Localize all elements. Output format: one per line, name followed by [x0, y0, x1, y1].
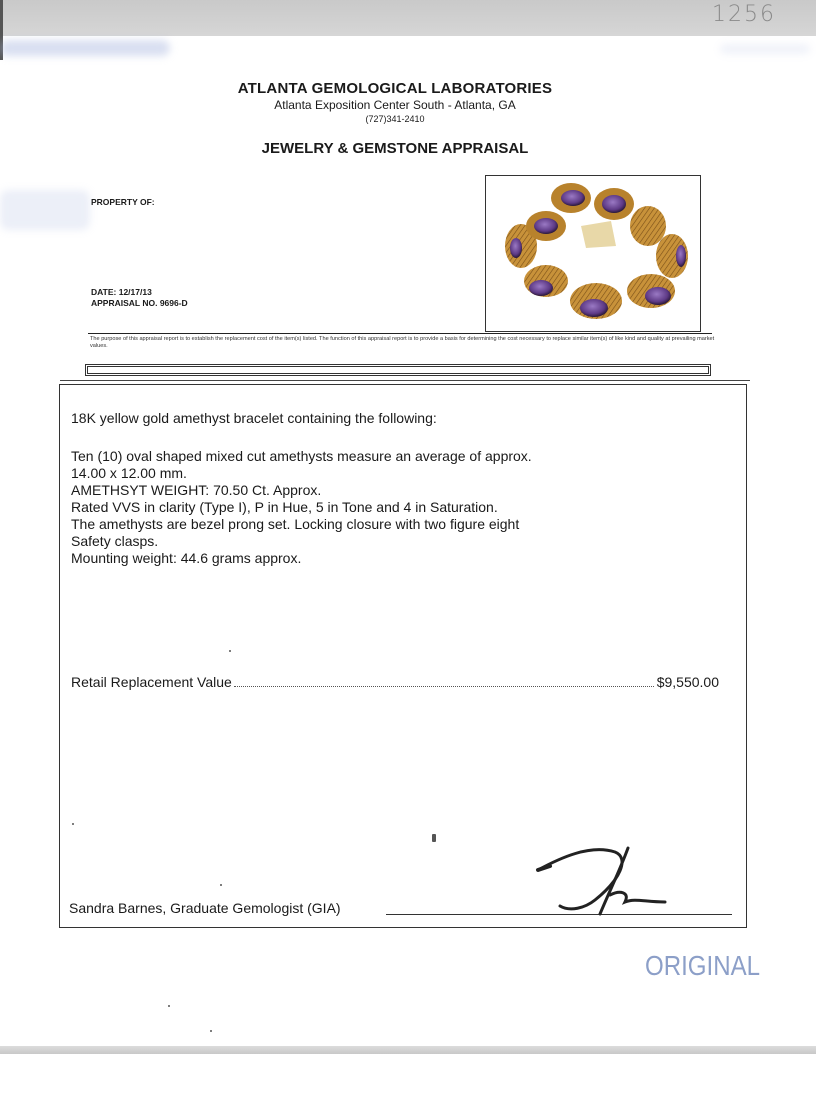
date-value: 12/17/13: [118, 287, 152, 297]
lab-address: Atlanta Exposition Center South - Atlanta, GA: [274, 98, 516, 112]
scan-speck: [229, 650, 231, 652]
scan-smudge: [0, 40, 170, 56]
scan-speck: [72, 823, 74, 825]
detail-line: Mounting weight: 44.6 grams approx.: [71, 550, 302, 566]
lab-name: ATLANTA GEMOLOGICAL LABORATORIES: [237, 80, 553, 97]
original-stamp: ORIGINAL: [645, 950, 761, 981]
appraisal-number-value: 9696-D: [159, 298, 188, 308]
scan-speck: [432, 834, 436, 842]
dot-leader: [234, 685, 654, 687]
scan-speck: [220, 884, 222, 886]
scan-top-band: [0, 0, 816, 36]
detail-line: Rated VVS in clarity (Type I), P in Hue, 5 in Tone and 4 in Saturation.: [71, 499, 498, 515]
scan-speck: [168, 1005, 170, 1007]
scan-smudge: [720, 44, 810, 54]
date-field: [91, 287, 152, 297]
detail-line: AMETHSYT WEIGHT: 70.50 Ct. Approx.: [71, 482, 322, 498]
detail-line: 14.00 x 12.00 mm.: [71, 465, 187, 481]
section-bar: [85, 364, 711, 376]
appraisal-number-field: [91, 298, 188, 308]
handwritten-file-number: 1256: [712, 2, 776, 27]
detail-line: Ten (10) oval shaped mixed cut amethysts measure an average of approx.: [71, 448, 532, 464]
valuation-amount: $9,550.00: [656, 674, 719, 690]
valuation-label: Retail Replacement Value: [71, 674, 232, 690]
date-label: DATE:: [91, 287, 117, 297]
scan-smudge: [0, 190, 90, 230]
divider: [60, 380, 750, 381]
property-of-label: PROPERTY OF:: [91, 197, 155, 207]
detail-line: Safety clasps.: [71, 533, 159, 549]
item-photo: [485, 175, 701, 332]
item-details: [71, 448, 532, 567]
signature-mark: [530, 840, 680, 920]
signer-name: Sandra Barnes, Graduate Gemologist (GIA): [69, 900, 341, 916]
purpose-statement: The purpose of this appraisal report is to establish the replacement cost of the item(s) listed. The function of this appraisal report is to provide a basis for determining the cost necessary to replace similar item(s) of like kind and quality at prevailing market values.: [90, 336, 715, 349]
item-intro: 18K yellow gold amethyst bracelet containing the following:: [71, 410, 437, 426]
divider: [88, 333, 712, 334]
valuation-row: [71, 674, 719, 690]
document-title: JEWELRY & GEMSTONE APPRAISAL: [261, 140, 529, 157]
detail-line: The amethysts are bezel prong set. Locking closure with two figure eight: [71, 516, 520, 532]
bracelet-image: [486, 176, 700, 331]
scan-bottom-band: [0, 1046, 816, 1054]
letterhead: [0, 80, 816, 157]
lab-phone: (727)341-2410: [365, 114, 425, 124]
appraisal-number-label: APPRAISAL NO.: [91, 298, 158, 308]
scan-speck: [210, 1030, 212, 1032]
